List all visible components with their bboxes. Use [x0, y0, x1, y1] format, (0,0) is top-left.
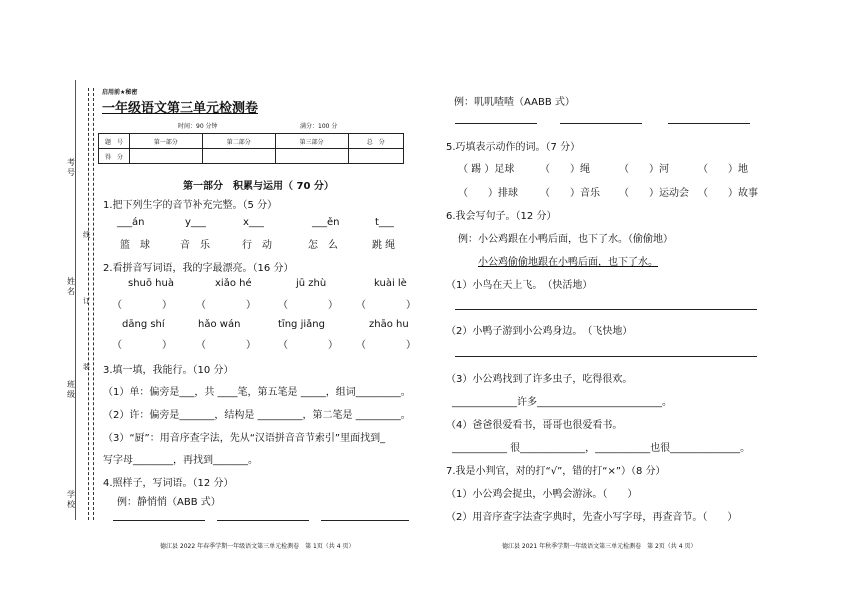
q6-example-answer: 小公鸡偷偷地跟在小鸭后面，也下了水。: [478, 257, 658, 268]
q3-line-4: 写字母________，再找到_______。: [103, 455, 258, 466]
margin-label-xingming: 姓名: [67, 277, 75, 296]
right-footer: 德江县 2021 年秋季学期一年级语文第三单元检测卷 第 2页（共 4 页）: [502, 543, 697, 550]
score-table: [98, 133, 404, 164]
q1-pinyin-5: t___: [375, 217, 394, 228]
q5-item: （ ）运动会: [619, 188, 689, 199]
q7-title: 7.我是小判官，对的打“√”，错的打“×”）（8 分）: [446, 466, 666, 477]
q5-item: （ ）排球: [458, 188, 518, 199]
exam-time: 时间：90 分钟: [178, 123, 218, 130]
left-footer: 德江县 2022 年春季学期一年级语文第三单元检测卷 第 1页（共 4 页）: [160, 543, 355, 550]
q2-answer-box[interactable]: （ ）: [112, 340, 172, 351]
q2-answer-box[interactable]: （ ）: [356, 300, 416, 311]
q5-item: （ ）河: [619, 164, 669, 175]
q4-title: 4.照样子，写词语。（12 分）: [103, 478, 234, 489]
answer-line[interactable]: [217, 520, 309, 521]
q3-title: 3.填一填，我能行。（10 分）: [103, 365, 234, 376]
q3-line-3: （3）“厨”：用音序查字法，先从“汉语拼音音节索引”里面找到_: [103, 433, 386, 444]
q5-item: （ ）绳: [540, 164, 590, 175]
margin-rule: [75, 80, 76, 520]
score-cell[interactable]: [275, 149, 348, 164]
q1-word-5: 跳 绳: [372, 240, 396, 251]
q6-sentence-4: （4）爸爸很爱看书，哥哥也很爱看书。: [446, 420, 623, 431]
page-title: 一年级语文第三单元检测卷: [102, 101, 259, 116]
q6-title: 6.我会写句子。（12 分）: [446, 211, 557, 222]
q7-item-1: （1）小公鸡会捉虫，小鸭会游泳。（ ）: [446, 489, 638, 500]
q2-pinyin-4: kuài lè: [374, 278, 407, 289]
q1-pinyin-3: x___: [243, 217, 264, 228]
answer-line[interactable]: [113, 520, 205, 521]
margin-label-kaohao: 考号: [67, 158, 75, 177]
margin-label-xuexiao: 学校: [67, 490, 75, 509]
q2-answer-box[interactable]: （ ）: [278, 340, 338, 351]
q2-pinyin-2: xiǎo hé: [215, 278, 252, 289]
q7-item-2: （2）用音序查字法查字典时，先查小写字母，再查音节。（ ）: [446, 512, 738, 523]
q1-word-3: 行 动: [242, 240, 272, 251]
table-header-cell: 总 分: [348, 134, 403, 149]
cut-mark-ding: 订: [83, 297, 90, 305]
table-row-label: 得 分: [99, 149, 130, 164]
q1-pinyin-1: ___án: [117, 217, 145, 228]
q1-word-1: 篮 球: [120, 240, 150, 251]
q5-title: 5.巧填表示动作的词。（7 分）: [446, 142, 581, 153]
table-header-cell: 第二部分: [202, 134, 275, 149]
q4-example: 例：静悄悄（ABB 式）: [117, 497, 221, 508]
q2-answer-box[interactable]: （ ）: [278, 300, 338, 311]
cut-mark-zhuang: 装: [83, 363, 90, 371]
score-cell[interactable]: [348, 149, 403, 164]
binding-line: [93, 88, 94, 520]
q2-answer-box[interactable]: （ ）: [356, 340, 416, 351]
q2-pinyin-1: shuō huà: [128, 278, 174, 289]
q2-pinyin-7: tīng jiǎng: [278, 319, 325, 330]
q3-line-1: （1）单：偏旁是___，共 ____笔，第五笔是 _____，组词_________。: [103, 387, 411, 398]
q2-pinyin-8: zhāo hu: [369, 319, 409, 330]
q2-pinyin-3: jū zhù: [296, 278, 327, 289]
q6-sentence-1: （1）小鸟在天上飞。 （快活地）: [446, 280, 593, 291]
q2-answer-box[interactable]: （ ）: [112, 300, 172, 311]
secret-label: 启用前★秘密: [102, 89, 138, 96]
table-header-cell: 第一部分: [130, 134, 203, 149]
q6-sentence-2: （2）小鸭子游到小公鸡身边。 （飞快地）: [446, 326, 633, 337]
q5-item: （ ）地: [698, 164, 748, 175]
q5-item: （ 踢 ）足球: [458, 164, 515, 175]
table-header-cell: 第三部分: [275, 134, 348, 149]
q1-word-4: 怎 么: [308, 240, 338, 251]
cut-mark-xian: 线: [83, 231, 90, 239]
q4-example-2: 例：叽叽喳喳（AABB 式）: [454, 97, 575, 108]
q6-sentence-4-fill[interactable]: ___________ 很_____________，___________也很______________。: [452, 443, 751, 454]
q3-line-2: （2）许：偏旁是_______，结构是 _________，第二笔是 _________。: [103, 410, 411, 421]
part1-heading: 第一部分 积累与运用（ 70 分）: [183, 181, 334, 192]
q2-pinyin-6: hǎo wán: [198, 319, 241, 330]
q5-item: （ ）音乐: [540, 188, 600, 199]
q2-pinyin-5: dāng shí: [122, 319, 165, 330]
answer-line[interactable]: [455, 123, 537, 124]
answer-line[interactable]: [560, 123, 642, 124]
table-header-cell: 题 号: [99, 134, 130, 149]
score-cell[interactable]: [130, 149, 203, 164]
q6-sentence-3: （3）小公鸡找到了许多虫子，吃得很欢。: [446, 374, 633, 385]
q1-title: 1.把下列生字的音节补充完整。（5 分）: [103, 200, 278, 211]
q2-title: 2.看拼音写词语，我的字最漂亮。（16 分）: [103, 263, 294, 274]
answer-line[interactable]: [668, 123, 750, 124]
full-score: 满分：100 分: [300, 123, 338, 130]
q1-word-2: 音 乐: [180, 240, 210, 251]
q5-item: （ ）故事: [698, 188, 758, 199]
score-cell[interactable]: [202, 149, 275, 164]
answer-line[interactable]: [321, 520, 409, 521]
answer-line[interactable]: [455, 356, 757, 357]
q6-example: 例：小公鸡跟在小鸭后面，也下了水。（偷偷地）: [458, 234, 673, 245]
margin-label-banji: 班级: [67, 380, 75, 399]
q6-sentence-3-fill[interactable]: _____________许多_________________________。: [452, 397, 672, 408]
q2-answer-box[interactable]: （ ）: [196, 300, 256, 311]
q1-pinyin-2: y___: [185, 217, 206, 228]
q2-answer-box[interactable]: （ ）: [196, 340, 256, 351]
answer-line[interactable]: [455, 309, 757, 310]
q1-pinyin-4: ___ěn: [312, 217, 340, 228]
